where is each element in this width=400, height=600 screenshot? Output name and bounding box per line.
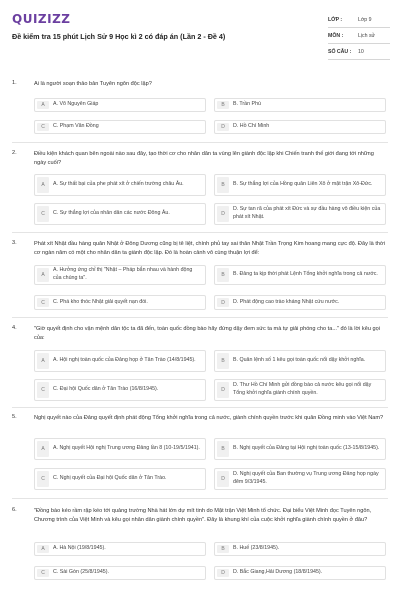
option-letter: D <box>217 569 229 577</box>
option-text: B. Quân lệnh số 1 kêu gọi toàn quốc nổi dậy khởi nghĩa. <box>233 357 366 364</box>
answer-option-c[interactable] <box>34 203 206 225</box>
quizizz-logo: QUIZIZZ <box>12 12 71 26</box>
option-text: B. Đảng ta kịp thời phát Lệnh Tổng khởi nghĩa trong cả nước. <box>233 271 378 278</box>
answer-option-b[interactable] <box>214 98 386 112</box>
answer-option-a[interactable] <box>34 98 206 112</box>
answer-option-c[interactable] <box>34 468 206 490</box>
option-text: D. Bắc Giang,Hải Dương (18/8/1945). <box>233 569 323 576</box>
option-text: D. Phát động cao trào kháng Nhật cứu nước. <box>233 298 340 305</box>
option-letter: C <box>37 471 49 487</box>
question-text: "Đồng bào kéo rầm rập kéo tới quảng trường Nhà hát lớn dự mít tinh do Mặt trận Việt Minh tổ chức. Đại biểu Việt Minh đọc Tuyên ngôn, Chương trình của Việt Minh và kêu gọi nhân dân giành chính quyền". Đây là khung khí của cuộc khởi nghĩa giành chính quyền ở đâu? <box>34 508 372 523</box>
option-text: B. Huế (23/8/1945). <box>233 545 280 552</box>
answer-option-b[interactable] <box>214 350 386 372</box>
question-text: Phát xít Nhật đầu hàng quân Nhật ở Đông Dương cũng bị tê liệt, chính phủ tay sai thân Nhật Trần Trọng Kim hoang mang cực độ. Đây là thời cơ ngàn năm có một cho nhân dân ta giành độc lập. Đó là hoàn cảnh vô cùng thuận lợi để: <box>34 241 385 256</box>
option-text: D. Sự tan rã của phát xít Đức và sự đầu hàng vô điều kiện của phát xít Nhật. <box>233 206 381 220</box>
option-letter: C <box>37 206 49 222</box>
option-letter: A <box>37 268 49 282</box>
meta-row-class <box>328 12 390 28</box>
option-letter: B <box>217 268 229 282</box>
option-letter: C <box>37 123 49 131</box>
question-divider <box>12 317 388 318</box>
meta-value-question-count: 10 <box>358 48 364 55</box>
option-text: B. Trần Phú <box>233 101 261 108</box>
option-text: B. Nghị quyết của Đảng tại Hội nghị toàn quốc (13-15/8/1945). <box>233 445 380 452</box>
worksheet-header <box>0 0 400 70</box>
question-divider <box>12 407 388 408</box>
answer-option-d[interactable] <box>214 120 386 134</box>
option-text: C. Nghị quyết của Đại hội Quốc dân ở Tân Trào. <box>53 475 167 482</box>
option-letter: D <box>217 206 229 222</box>
option-letter: A <box>37 545 49 553</box>
option-letter: B <box>217 101 229 109</box>
question-number: 1. <box>12 80 17 86</box>
question-text: "Giờ quyết định cho vận mệnh dân tộc ta đã đến, toàn quốc đồng bào hãy đứng dậy đem sức ta mà tự giải phóng cho ta..." đó là lời kêu gọi của: <box>34 326 380 341</box>
option-text: D. Nghị quyết của Ban thường vụ Trung ương Đảng họp ngày đêm 9/3/1945. <box>233 471 379 485</box>
answer-option-d[interactable] <box>214 295 386 310</box>
option-letter: A <box>37 101 49 109</box>
option-letter: B <box>217 545 229 553</box>
meta-info-box <box>328 12 390 60</box>
answer-option-d[interactable] <box>214 379 386 401</box>
answer-option-a[interactable] <box>34 174 206 196</box>
option-letter: A <box>37 441 49 457</box>
answer-option-b[interactable] <box>214 438 386 460</box>
question-text: Điều kiện khách quan bên ngoài nào sau đây, tạo thời cơ cho nhân dân ta vùng lên giành độc lập khi Chiến tranh thế giới đang tới những ngày cuối? <box>34 151 374 166</box>
answer-option-c[interactable] <box>34 120 206 134</box>
option-letter: D <box>217 123 229 131</box>
answer-option-a[interactable] <box>34 542 206 556</box>
question-divider <box>12 142 388 143</box>
meta-key-subject: MÔN : <box>328 32 344 39</box>
option-letter: D <box>217 471 229 487</box>
answer-option-c[interactable] <box>34 379 206 401</box>
meta-row-question-count <box>328 44 390 60</box>
question-number: 5. <box>12 414 17 420</box>
option-letter: D <box>217 382 229 398</box>
option-text: C. Sài Gòn (25/8/1945). <box>53 569 109 576</box>
answer-option-c[interactable] <box>34 566 206 580</box>
question-text: Ai là người soạn thảo bản Tuyên ngôn độc lập? <box>34 81 152 87</box>
meta-key-class: LỚP : <box>328 16 343 23</box>
option-letter: C <box>37 298 49 307</box>
option-letter: B <box>217 441 229 457</box>
option-letter: D <box>217 298 229 307</box>
option-text: D. Hồ Chí Minh <box>233 123 270 130</box>
option-text: D. Thư Hồ Chí Minh gửi đồng bào cả nước kêu gọi nổi dậy Tổng khởi nghĩa giành chính quyền. <box>233 382 372 396</box>
question-number: 3. <box>12 240 17 246</box>
question-divider <box>12 232 388 233</box>
question-number: 2. <box>12 150 17 156</box>
answer-option-d[interactable] <box>214 468 386 490</box>
option-text: C. Sự thắng lợi của nhân dân các nước Đông Âu. <box>53 210 170 217</box>
option-text: B. Sự thắng lợi của Hồng quân Liên Xô ở mặt trận Xô-Đức. <box>233 181 373 188</box>
option-text: A. Nghị quyết Hội nghị Trung ương Đảng lần 8 (10-19/5/1941). <box>53 445 200 452</box>
option-letter: B <box>217 353 229 369</box>
question-number: 4. <box>12 325 17 331</box>
answer-option-d[interactable] <box>214 203 386 225</box>
answer-option-a[interactable] <box>34 265 206 285</box>
option-text: A. Hội nghị toàn quốc của Đảng họp ở Tân Trào (14/8/1945). <box>53 357 196 364</box>
meta-key-question-count: SỐ CÂU : <box>328 48 352 55</box>
option-text: A. Hà Nội (19/8/1945). <box>53 545 106 552</box>
worksheet-title: Đề kiểm tra 15 phút Lịch Sử 9 Học kì 2 có đáp án (Lần 2 - Đề 4) <box>12 32 226 41</box>
meta-value-class: Lớp 9 <box>358 16 372 23</box>
answer-option-a[interactable] <box>34 350 206 372</box>
option-text: A. Sự thất bại của phe phát xít ở chiến trường châu Âu. <box>53 181 184 188</box>
option-text: C. Đại hội Quốc dân ở Tân Trào (16/8/1945). <box>53 386 159 393</box>
answer-option-b[interactable] <box>214 265 386 285</box>
answer-option-b[interactable] <box>214 542 386 556</box>
option-letter: C <box>37 382 49 398</box>
answer-option-c[interactable] <box>34 295 206 310</box>
question-number: 6. <box>12 507 17 513</box>
answer-option-d[interactable] <box>214 566 386 580</box>
option-letter: A <box>37 353 49 369</box>
meta-row-subject <box>328 28 390 44</box>
meta-value-subject: Lịch sử <box>358 32 376 39</box>
option-letter: B <box>217 177 229 193</box>
option-letter: A <box>37 177 49 193</box>
answer-option-b[interactable] <box>214 174 386 196</box>
option-text: A. Võ Nguyên Giáp <box>53 101 99 108</box>
question-divider <box>12 498 388 499</box>
answer-option-a[interactable] <box>34 438 206 460</box>
option-text: C. Phá kho thóc Nhật giải quyết nạn đói. <box>53 298 148 305</box>
option-text: A. Hưởng ứng chỉ thị "Nhật – Pháp bắn nhau và hành động của chúng ta". <box>53 267 193 281</box>
option-text: C. Phạm Văn Đồng <box>53 123 99 130</box>
option-letter: C <box>37 569 49 577</box>
question-text: Nghị quyết nào của Đảng quyết định phát động Tổng khởi nghĩa trong cả nước, giành chính quyền trước khi quân Đồng minh vào Việt Nam? <box>34 415 384 421</box>
